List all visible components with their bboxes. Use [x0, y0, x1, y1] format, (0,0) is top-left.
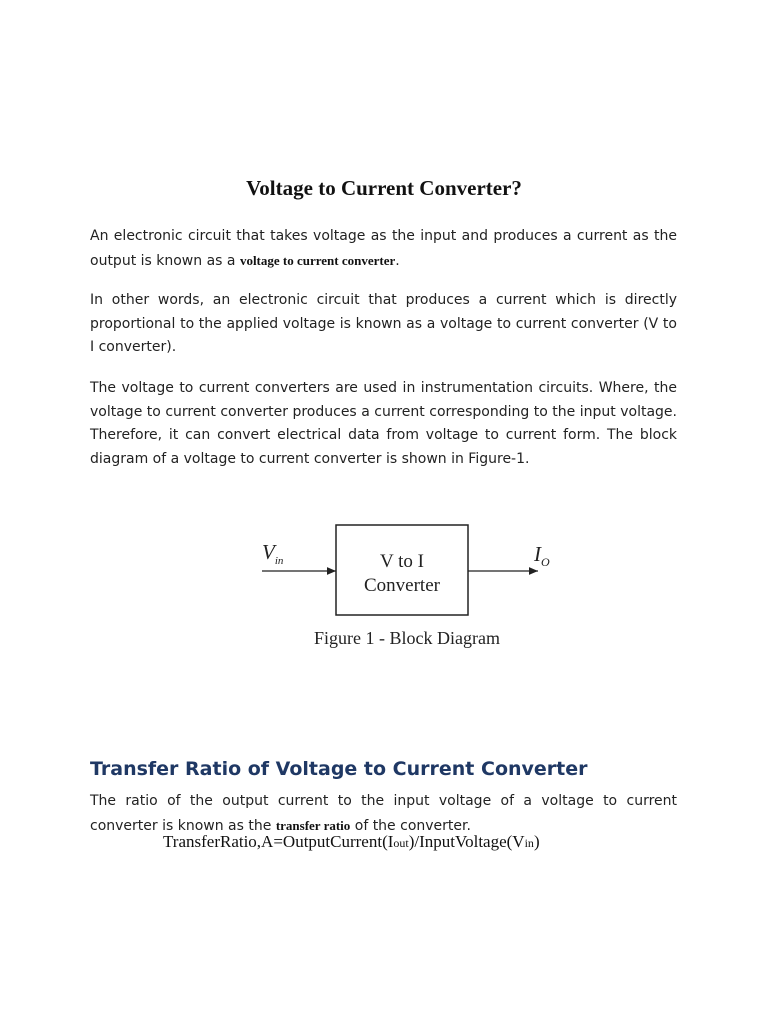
figure-caption: Figure 1 - Block Diagram — [314, 628, 500, 648]
application-paragraph: The voltage to current converters are used in instrumentation circuits. Where, the voltage to current converter produces a current corresponding to the input voltage. Therefore, it can convert electrical data from voltage to current form. The block diagram of a voltage to current converter is shown in Figure-1. — [90, 380, 677, 467]
block-label-line2: Converter — [364, 575, 440, 596]
formula-part2: )/InputVoltage(V — [408, 832, 525, 851]
section-heading: Transfer Ratio of Voltage to Current Converter — [90, 758, 588, 780]
intro-bold-term: voltage to current converter — [239, 252, 396, 268]
transfer-ratio-formula — [163, 832, 540, 852]
formula-part3: ) — [533, 832, 540, 851]
transfer-after: of the converter. — [350, 817, 471, 834]
intro-period: . — [395, 252, 400, 269]
definition-paragraph: In other words, an electronic circuit that produces a current which is directly proportional to the applied voltage is known as a voltage to current converter (V to I converter). — [90, 292, 677, 355]
formula-sub-out: out — [393, 836, 409, 850]
input-label: $V_{in}$ — [262, 540, 284, 567]
transfer-text: The ratio of the output current to the input voltage of a voltage to current converter is known as the — [90, 793, 677, 834]
formula-part1: TransferRatio,A=OutputCurrent(I — [163, 832, 394, 851]
block-label-line1: V to I — [380, 551, 424, 572]
block-diagram — [250, 515, 570, 655]
transfer-ratio-paragraph — [90, 790, 677, 838]
page-title: Voltage to Current Converter? — [246, 176, 522, 200]
transfer-bold-term: transfer ratio — [275, 817, 351, 833]
output-label: $I_O$ — [534, 542, 550, 569]
formula-sub-in: in — [524, 836, 534, 850]
intro-text: An electronic circuit that takes voltage as the input and produces a current as the output is known as a — [90, 228, 677, 269]
intro-paragraph — [90, 225, 677, 273]
